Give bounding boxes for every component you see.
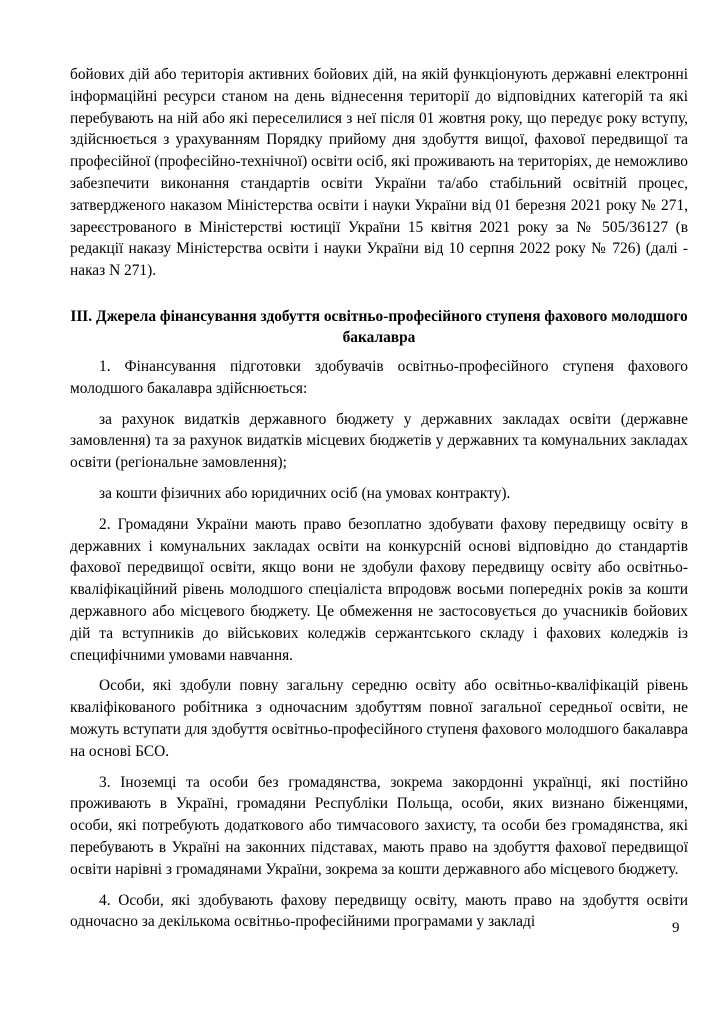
paragraph-7: 4. Особи, які здобувають фахову передвищу освіту, мають право на здобуття освіти одночасно за декількома освітньо-професійними програмами у закладі [70,891,688,931]
page-number: 9 [672,920,680,936]
paragraph-5: Особи, які здобули повну загальну середню освіту або освітньо-кваліфікацій рівень кваліфікованого робітника з одночасним здобуттям повної загальної середньої освіти, не можуть вступати для здобуття освітньо-професійного ступеня фахового молодшого бакалавра на основі БСО. [70,677,688,760]
paragraph-3: за кошти фізичних або юридичних осіб (на умовах контракту). [99,484,511,502]
intro-paragraph: бойових дій або територія активних бойових дій, на якій функціонують державні електронні інформаційні ресурси станом на день віднесення території до відповідних категорій та які перебувають на ній або які переселилися з неї після 01 жовтня року, що передує року вступу, здійснюється з урахуванням Порядку прийому дня здобуття вищої, фахової передвищої та професійної (професійно-технічної) освіти осіб, які проживають на територіях, де неможливо забезпечити виконання стандартів освіти України та/або стабільний освітній процес, затвердженого наказом Міністерства освіти і науки України від 01 березня 2021 року № 271, зареєстрованого в Міністерстві юстиції України 15 квітня 2021 року за № 505/36127 (в редакції наказу Міністерства освіти і науки України від 10 серпня 2022 року № 726) (далі - наказ N 271). [70,66,688,280]
paragraph-2: за рахунок видатків державного бюджету у державних закладах освіти (державне замовлення) та за рахунок видатків місцевих бюджетів у державних та комунальних закладах освіти (регіональне замовлення); [70,410,688,472]
section-heading: ІІІ. Джерела фінансування здобуття освітньо-професійного ступеня фахового молодшого бакалавра [70,307,688,346]
paragraph-1: 1. Фінансування підготовки здобувачів освітньо-професійного ступеня фахового молодшого бакалавра здійснюється: [70,357,688,397]
paragraph-4: 2. Громадяни України мають право безоплатно здобувати фахову передвищу освіту в державних і комунальних закладах освіти на конкурсній основі відповідно до стандартів фахової передвищої освіти, якщо вони не здобули фахову передвищу освіту або освітньо-кваліфікаційний рівень молодшого спеціаліста впродовж восьми попередніх років за кошти державного або місцевого бюджету. Це обмеження не застосовується до учасників бойових дій та вступників до військових коледжів сержантського складу і фахових коледжів із специфічними умовами навчання. [70,515,688,664]
paragraph-6: 3. Іноземці та особи без громадянства, зокрема закордонні українці, які постійно проживають в Україні, громадяни Республіки Польща, особи, яких визнано біженцями, особи, які потребують додаткового або тимчасового захисту, та особи без громадянства, які перебувають в Україні на законних підставах, мають право на здобуття фахової передвищої освіти нарівні з громадянами України, зокрема за кошти державного або місцевого бюджету. [70,773,688,878]
document-page [70,64,688,933]
